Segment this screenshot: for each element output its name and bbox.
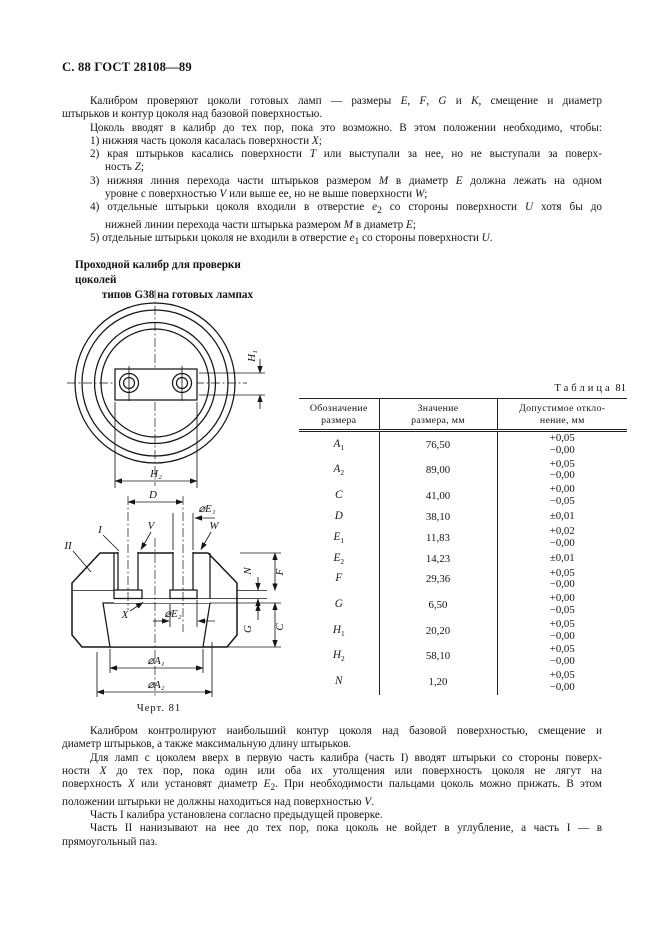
drawing-caption: Черт. 81 — [136, 703, 182, 714]
table-row: $A_1$ 76,50 +0,05 −0,00 — [299, 431, 627, 458]
table-row: D 38,10 ±0,01 — [299, 509, 627, 525]
dim-label-e2: ⌀E₂ — [164, 608, 182, 620]
table-row: $E_2$ 14,23 ±0,01 — [299, 551, 627, 567]
label-w: W — [209, 520, 219, 532]
paragraph-line: штырьков и контур цоколя над базовой поверхностью. — [62, 108, 323, 121]
dimension-h2 — [115, 402, 197, 488]
table-row: $A_2$ 89,00 +0,05 −0,00 — [299, 458, 627, 484]
figure-caption-line2: типов G38 на готовых лампах — [101, 289, 254, 301]
list-item-1: 1) нижняя часть цоколя касалась поверхности X; — [90, 134, 322, 147]
dimensions-table — [299, 398, 627, 695]
dim-label-c: C — [274, 623, 286, 631]
label-ii: II — [64, 540, 72, 552]
list-item-2-cont: ность Z; — [105, 161, 144, 174]
paragraph-line: поверхность X или установят диаметр $E_2$. При необходимости пальцами цоколь можно прижать. В этом — [62, 778, 602, 794]
paragraph-line: Калибром контролируют наибольший контур цоколя над базовой поверхностью, смещение и — [90, 725, 602, 737]
right-dimension-stack — [227, 553, 286, 647]
table-81 — [299, 383, 627, 695]
dim-label-a1: ⌀A₁ — [147, 655, 165, 667]
section-view — [63, 489, 286, 714]
outro-paragraphs — [62, 725, 602, 849]
table-header-row — [299, 399, 627, 431]
paragraph-line: Часть I калибра установлена согласно предыдущей проверке. — [90, 809, 383, 822]
paragraph-line: Часть II нанизывают на нее до тех пор, пока цоколь не войдет в углубление, а часть I — в — [90, 822, 602, 835]
paragraph-line: диаметр штырьков, а также максимальную длину штырьков. — [62, 738, 352, 751]
list-item-2: 2) края штырьков касались поверхности T или выступали за нее, но не выступали за поверх- — [90, 148, 602, 161]
dimension-a1 — [110, 649, 203, 673]
list-item-5: 5) отдельные штырьки цоколя не входили в отверстие $e_1$ со стороны поверхности U. — [90, 232, 493, 248]
label-i: I — [98, 524, 102, 536]
table-row: C 41,00 +0,00 −0,05 — [299, 483, 627, 509]
dim-label-d: D — [149, 489, 157, 501]
list-item-4-cont: нижней линии перехода части штырька размером M в диаметр E; — [105, 218, 416, 231]
table-title-word: Таблица — [554, 383, 613, 394]
dim-label-h2: H₂ — [150, 468, 162, 480]
list-item-4: 4) отдельные штырьки цоколя входили в отверстие $e_2$ со стороны поверхности U хотя бы до — [90, 201, 602, 217]
table-row: F 29,36 +0,05 −0,00 — [299, 567, 627, 593]
col-header-value: Значение размера, мм — [379, 399, 497, 431]
paragraph-line: ности X до тех пор, пока один или оба их утолщения или поверхность цоколя не лягут на — [62, 764, 603, 777]
page-header: С. 88 ГОСТ 28108—89 — [62, 60, 192, 74]
intro-paragraphs — [62, 95, 602, 250]
table-title-number: 81 — [615, 383, 626, 394]
list-item-3-cont: уровне с поверхностью V или выше ее, но не выше поверхности W; — [105, 188, 428, 201]
table-row: $E_1$ 11,83 +0,02 −0,00 — [299, 525, 627, 551]
table-row: G 6,50 +0,00 −0,05 — [299, 592, 627, 618]
col-header-tolerance: Допустимое откло- нение, мм — [497, 399, 627, 431]
table-row: $H_2$ 58,10 +0,05 −0,00 — [299, 643, 627, 669]
gauge-drawing — [55, 280, 310, 725]
table-row: $H_1$ 20,20 +0,05 −0,00 — [299, 618, 627, 644]
dim-label-h1: H₁ — [246, 350, 258, 362]
dim-label-g: G — [242, 625, 254, 633]
table-title — [299, 383, 627, 394]
list-item-3: 3) нижняя линия перехода части штырьков размером M в диаметр E должна лежать на одном — [90, 174, 602, 187]
figure-caption-line1: Проходной калибр для проверки цоколей — [75, 259, 241, 286]
label-v: V — [147, 520, 155, 532]
dim-label-e1: ⌀E₁ — [198, 503, 216, 515]
dimension-d — [128, 489, 183, 502]
paragraph-line: положении штырьки не должны находиться над поверхностью V. — [62, 795, 375, 808]
label-x: X — [121, 609, 129, 621]
paragraph-line: прямоугольный паз. — [62, 835, 158, 848]
dimension-a2 — [97, 642, 212, 697]
table-row: N 1,20 +0,05 −0,00 — [299, 669, 627, 695]
paragraph-line: Для ламп с цоколем вверх в первую часть калибра (часть I) вводят штырьки со стороны поверх- — [90, 751, 602, 764]
paragraph-line: Цоколь вводят в калибр до тех пор, пока это возможно. В этом положении необходимо, чтобы: — [90, 121, 602, 134]
dim-label-a2: ⌀A₂ — [147, 679, 165, 691]
dim-label-n: N — [242, 567, 254, 575]
col-header-designation: Обозначение размера — [299, 399, 379, 431]
paragraph-line: Калибром проверяют цоколи готовых ламп — размеры E, F, G и K, смещение и диаметр — [90, 95, 602, 107]
top-view — [67, 290, 265, 488]
dim-label-f: F — [274, 568, 286, 576]
